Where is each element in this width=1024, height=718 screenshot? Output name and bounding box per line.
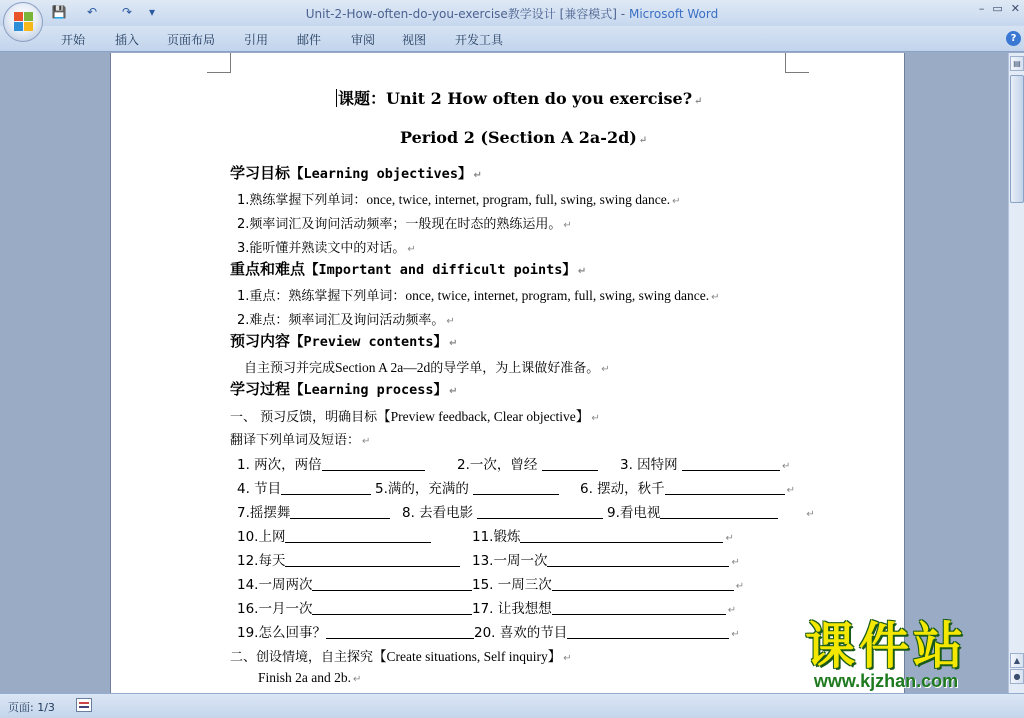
list-item: 16.一月一次 [237, 597, 472, 617]
preview-heading: 预习内容【Preview contents】 ↵ [230, 332, 458, 350]
list-item: 13.一周一次 ↵ [472, 553, 740, 569]
objective-1: 1.熟练掌握下列单词：once, twice, internet, program, full, swing, swing dance. ↵ [237, 192, 681, 208]
document-title: Unit-2-How-often-do-you-exercise教学设计 [兼容模式] [305, 7, 617, 21]
undo-icon[interactable]: ↶ [86, 5, 98, 19]
tab-page-layout[interactable]: 页面布局 [167, 33, 216, 47]
help-icon[interactable]: ? [1006, 31, 1021, 46]
key-point-1: 1.重点：熟练掌握下列单词：once, twice, internet, program, full, swing, swing dance. ↵ [237, 288, 720, 304]
list-item: 1. 两次，两倍 [237, 453, 425, 473]
key-point-2: 2.难点：频率词汇及询问活动频率。 ↵ [237, 313, 455, 328]
finish-line: Finish 2a and 2b. ↵ [258, 670, 362, 685]
list-item: 17. 让我想想 ↵ [472, 601, 737, 617]
list-item: 19.怎么回事？ [237, 621, 474, 641]
ruler-toggle-icon[interactable]: ▤ [1010, 56, 1024, 71]
customize-qat-icon[interactable]: ▾ [148, 5, 156, 19]
list-item: 5.满的，充满的 [375, 477, 559, 497]
scrollbar-thumb[interactable] [1010, 75, 1024, 203]
objective-3: 3.能听懂并熟读文中的对话。 ↵ [237, 241, 416, 256]
text-cursor [336, 89, 337, 107]
list-item: 9.看电视 ↵ [607, 505, 815, 521]
minimize-icon[interactable]: – [978, 2, 985, 15]
close-icon[interactable]: ✕ [1010, 2, 1020, 15]
tab-home[interactable]: 开始 [61, 33, 86, 47]
list-item: 3. 因特网 ↵ [620, 457, 791, 473]
status-bar [0, 693, 1024, 718]
vertical-scrollbar[interactable] [1008, 53, 1024, 693]
list-item: 2.一次，曾经 [457, 453, 598, 473]
tab-insert[interactable]: 插入 [115, 33, 140, 47]
document-page[interactable] [110, 53, 905, 693]
period-heading: Period 2 (Section A 2a-2d) ↵ [400, 128, 648, 147]
watermark-url: www.kjzhan.com [813, 671, 959, 691]
tab-developer[interactable]: 开发工具 [455, 33, 504, 47]
list-item: 20. 喜欢的节目 ↵ [474, 625, 740, 641]
page-indicator[interactable]: 页面: 1/3 [8, 701, 55, 714]
key-points-heading: 重点和难点【Important and difficult points】 ↵ [230, 260, 587, 278]
office-logo-icon [14, 12, 34, 32]
tab-review[interactable]: 审阅 [351, 33, 376, 47]
window-controls [979, 2, 1020, 15]
title-bar [0, 0, 1024, 26]
redo-icon[interactable]: ↷ [121, 5, 133, 19]
list-item: 7.摇摆舞 [237, 501, 390, 521]
crop-mark-left [207, 53, 231, 73]
app-name: Microsoft Word [628, 7, 719, 21]
list-item: 11.锻炼 ↵ [472, 529, 734, 545]
window-title: Unit-2-How-often-do-you-exercise教学设计 [兼容模式] - Microsoft Word [305, 7, 719, 21]
tab-references[interactable]: 引用 [244, 33, 269, 47]
document-workspace [0, 53, 1008, 693]
step-2-line: 二、创设情境，自主探究【Create situations, Self inquiry】 ↵ [230, 649, 572, 665]
preview-text: 自主预习并完成Section A 2a—2d的导学单，为上课做好准备。 ↵ [244, 360, 610, 376]
process-heading: 学习过程【Learning process】 ↵ [230, 380, 458, 398]
objective-2: 2.频率词汇及询问活动频率；一般现在时态的熟练运用。 ↵ [237, 217, 572, 232]
translate-label: 翻译下列单词及短语： ↵ [230, 433, 371, 448]
list-item: 4. 节目 [237, 477, 371, 497]
restore-icon[interactable]: ▭ [992, 2, 1003, 15]
list-item: 10.上网 [237, 525, 431, 545]
list-item: 15. 一周三次 ↵ [472, 577, 745, 593]
objectives-heading: 学习目标【Learning objectives】 ↵ [230, 164, 482, 182]
step-1-line: 一、 预习反馈，明确目标【Preview feedback, Clear objective】 ↵ [230, 409, 600, 425]
save-icon[interactable]: 💾 [51, 5, 67, 19]
watermark-text: 课件站 [805, 617, 967, 675]
proofing-icon[interactable] [76, 698, 92, 712]
office-button[interactable] [3, 2, 43, 42]
document-title-line: 课题：Unit 2 How often do you exercise? ↵ [338, 89, 703, 108]
list-item: 8. 去看电影 [402, 501, 603, 521]
tab-mailings[interactable]: 邮件 [297, 33, 322, 47]
list-item: 12.每天 [237, 549, 460, 569]
scroll-up-icon[interactable]: ▲ [1010, 653, 1024, 668]
ribbon-tabs [0, 26, 1024, 52]
tab-view[interactable]: 视图 [402, 33, 427, 47]
list-item: 6. 摆动，秋千 ↵ [580, 481, 796, 497]
crop-mark-right [785, 53, 809, 73]
list-item: 14.一周两次 [237, 573, 472, 593]
browse-object-icon[interactable]: ● [1010, 669, 1024, 684]
